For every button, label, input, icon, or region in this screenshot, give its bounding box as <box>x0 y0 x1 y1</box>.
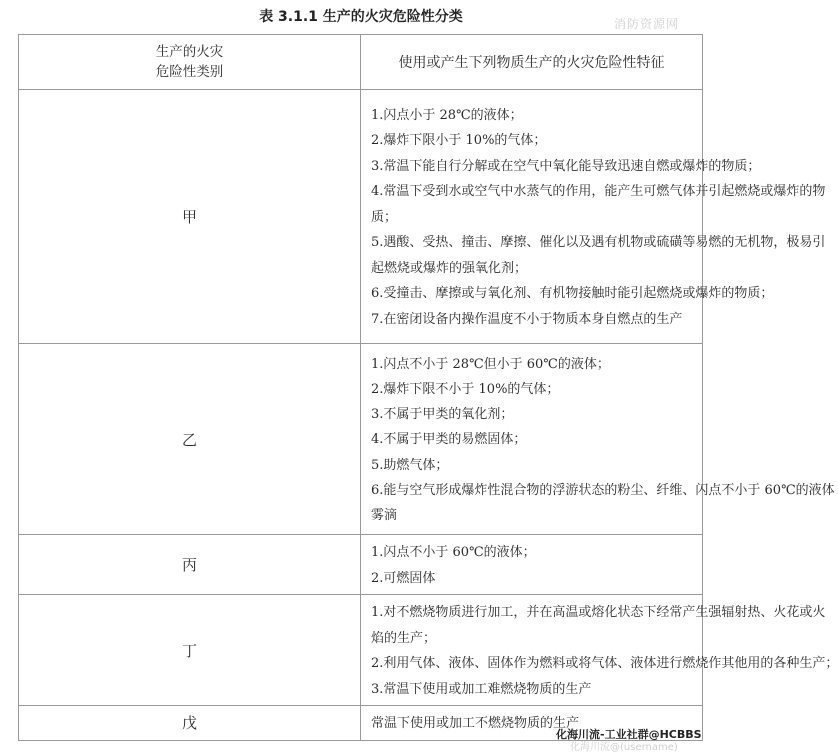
feature-line: 1.闪点不小于 60℃的液体； <box>371 545 536 560</box>
category-wu: 戊 <box>19 706 361 741</box>
feature-line: 5.助燃气体； <box>371 457 449 473</box>
feature-line: 焰的生产； <box>371 630 437 646</box>
category-ding: 丁 <box>19 595 361 706</box>
feature-line: 2.可燃固体 <box>371 570 436 586</box>
table-row <box>19 595 703 706</box>
feature-line: 4.不属于甲类的易燃固体； <box>371 432 527 448</box>
table-row <box>19 344 703 535</box>
feature-line: 1.闪点不小于 28℃但小于 60℃的液体； <box>371 356 610 372</box>
feature-line: 3.不属于甲类的氧化剂； <box>371 407 514 423</box>
feature-line: 1.对不燃烧物质进行加工，并在高温或熔化状态下经常产生强辐射热、火花或火 <box>371 605 826 620</box>
header-row <box>19 35 703 90</box>
feature-line: 1.闪点小于 28℃的液体； <box>371 107 523 123</box>
feature-line: 常温下使用或加工不燃烧物质的生产 <box>371 716 580 731</box>
feature-line: 2.利用气体、液体、固体作为燃料或将气体、液体进行燃烧作其他用的各种生产； <box>371 656 838 671</box>
fire-hazard-table <box>18 34 838 741</box>
feature-line: 2.爆炸下限不小于 10%的气体； <box>371 381 560 397</box>
header-feature: 使用或产生下列物质生产的火灾危险性特征 <box>361 35 703 90</box>
feature-line: 6.受撞击、摩擦或与氧化剂、有机物接触时能引起燃烧或爆炸的物质； <box>371 286 774 302</box>
feature-line: 5.遇酸、受热、撞击、摩擦、催化以及遇有机物或硫磺等易燃的无机物，极易引 <box>371 235 826 251</box>
category-yi: 乙 <box>19 344 361 535</box>
feature-line: 6.能与空气形成爆炸性混合物的浮游状态的粉尘、纤维、闪点不小于 60℃的液体 <box>371 482 835 498</box>
feature-line: 质； <box>371 209 398 225</box>
feature-line: 2.爆炸下限小于 10%的气体； <box>371 133 547 149</box>
feature-line: 3.常温下能自行分解或在空气中氧化能导致迅速自燃或爆炸的物质； <box>371 158 761 174</box>
header-category-line1: 生产的火灾 <box>155 44 224 60</box>
features-bing <box>361 535 703 595</box>
table-title: 表 3.1.1 生产的火灾危险性分类 <box>259 9 463 25</box>
header-category-line2: 危险性类别 <box>155 64 224 80</box>
table-row <box>19 90 703 344</box>
watermark-top: 消防资源网 <box>614 17 680 31</box>
watermark-bottom: 化海川流-工业社群@HCBBS <box>556 728 702 741</box>
header-category <box>19 35 361 90</box>
features-yi <box>361 344 835 535</box>
category-jia: 甲 <box>19 90 361 344</box>
feature-line: 3.常温下使用或加工难燃烧物质的生产 <box>371 681 592 697</box>
table-row <box>19 535 703 595</box>
category-bing: 丙 <box>19 535 361 595</box>
features-ding <box>361 595 838 706</box>
features-jia <box>361 90 826 344</box>
feature-line: 7.在密闭设备内操作温度不小于物质本身自燃点的生产 <box>371 311 683 327</box>
feature-line: 雾滴 <box>371 508 398 523</box>
feature-line: 4.常温下受到水或空气中水蒸气的作用，能产生可燃气体并引起燃烧或爆炸的物 <box>371 184 826 200</box>
feature-line: 起燃烧或爆炸的强氧化剂； <box>371 260 528 276</box>
watermark-bottom-secondary: 化海川流@(username) <box>570 742 678 753</box>
